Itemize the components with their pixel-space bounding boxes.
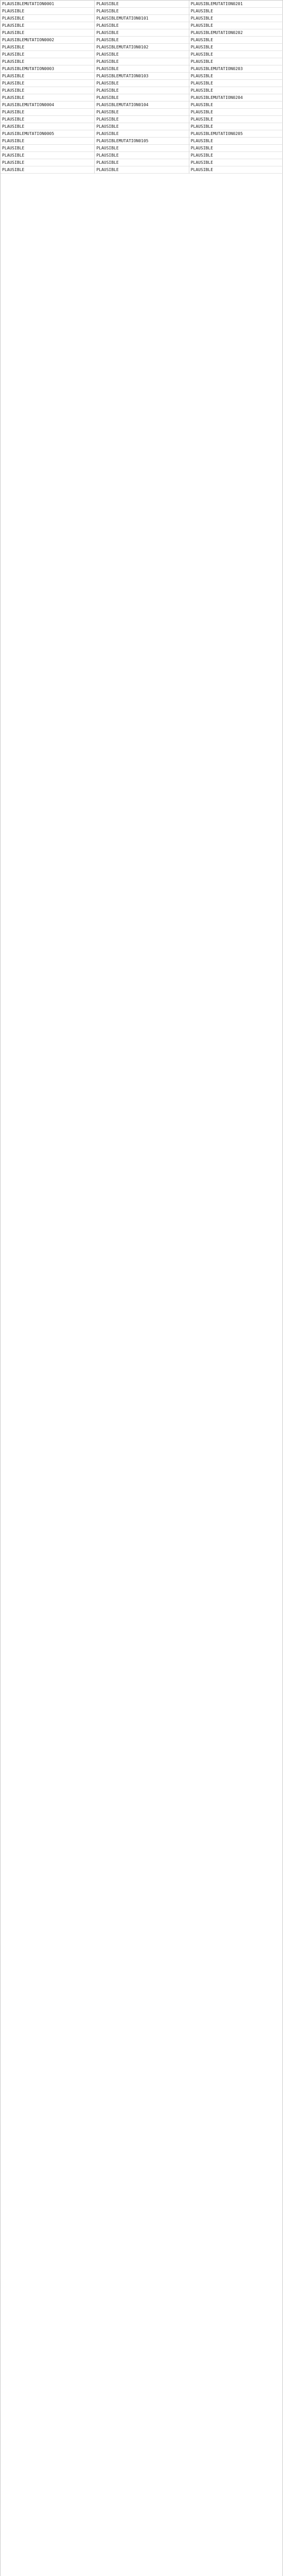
- column-3-entry: PLAUSIBLEMUTATION0201: [189, 1, 283, 8]
- column-2-entry: PLAUSIBLEMUTATION0104: [95, 101, 189, 109]
- column-1-entry: PLAUSIBLE: [1, 44, 95, 51]
- column-3-entry: PLAUSIBLE: [189, 44, 283, 51]
- column-1-entry: PLAUSIBLE: [1, 123, 95, 130]
- column-2-entry: PLAUSIBLE: [95, 37, 189, 44]
- column-1-entry: PLAUSIBLE: [1, 80, 95, 87]
- column-2-entry: PLAUSIBLE: [95, 166, 189, 174]
- column-2-entry: PLAUSIBLE: [95, 87, 189, 94]
- column-2-entry: PLAUSIBLE: [95, 159, 189, 166]
- column-3-entry: PLAUSIBLEMUTATION0203: [189, 65, 283, 73]
- column-3-entry: PLAUSIBLE: [189, 152, 283, 159]
- column-1-entry: PLAUSIBLEMUTATION0003: [1, 65, 95, 73]
- column-2-entry: PLAUSIBLEMUTATION0102: [95, 44, 189, 51]
- column-3-entry: PLAUSIBLE: [189, 73, 283, 80]
- column-3-entry: PLAUSIBLE: [189, 22, 283, 29]
- column-2-entry: PLAUSIBLE: [95, 8, 189, 15]
- column-1-entry: PLAUSIBLE: [1, 159, 95, 166]
- column-1-entry: PLAUSIBLE: [1, 73, 95, 80]
- column-2-entry: PLAUSIBLE: [95, 1, 189, 8]
- column-1-entry: PLAUSIBLE: [1, 94, 95, 101]
- column-1-entry: PLAUSIBLE: [1, 22, 95, 29]
- column-3-entry: PLAUSIBLE: [189, 51, 283, 58]
- column-3-entry: PLAUSIBLEMUTATION0202: [189, 29, 283, 37]
- column-1-entry: PLAUSIBLE: [1, 145, 95, 152]
- column-1-entry: PLAUSIBLE: [1, 166, 95, 174]
- column-1-entry: PLAUSIBLE: [1, 58, 95, 65]
- column-3-entry: PLAUSIBLE: [189, 15, 283, 22]
- column-1-entry: PLAUSIBLEMUTATION0002: [1, 37, 95, 44]
- column-1-entry: PLAUSIBLE: [1, 15, 95, 22]
- column-3-entry: PLAUSIBLE: [189, 101, 283, 109]
- column-1-entry: PLAUSIBLE: [1, 29, 95, 37]
- column-3-entry: PLAUSIBLE: [189, 123, 283, 130]
- entry-grid: [1, 1, 283, 174]
- column-3-entry: PLAUSIBLEMUTATION0204: [189, 94, 283, 101]
- column-2-entry: PLAUSIBLE: [95, 29, 189, 37]
- column-3-entry: PLAUSIBLE: [189, 166, 283, 174]
- column-3-entry: PLAUSIBLE: [189, 159, 283, 166]
- column-3-entry: PLAUSIBLE: [189, 80, 283, 87]
- column-1-entry: PLAUSIBLE: [1, 152, 95, 159]
- column-3-entry: PLAUSIBLE: [189, 58, 283, 65]
- column-3-entry: PLAUSIBLE: [189, 138, 283, 145]
- column-1-entry: PLAUSIBLE: [1, 116, 95, 123]
- column-2-entry: PLAUSIBLE: [95, 22, 189, 29]
- column-3-entry: PLAUSIBLE: [189, 87, 283, 94]
- column-2-entry: PLAUSIBLE: [95, 123, 189, 130]
- column-2-entry: PLAUSIBLE: [95, 109, 189, 116]
- column-3-entry: PLAUSIBLE: [189, 37, 283, 44]
- column-3-entry: PLAUSIBLE: [189, 116, 283, 123]
- column-2-entry: PLAUSIBLE: [95, 130, 189, 138]
- column-2-entry: PLAUSIBLEMUTATION0101: [95, 15, 189, 22]
- column-1-entry: PLAUSIBLEMUTATION0004: [1, 101, 95, 109]
- column-2-entry: PLAUSIBLE: [95, 152, 189, 159]
- column-2-entry: PLAUSIBLE: [95, 94, 189, 101]
- column-2-entry: PLAUSIBLE: [95, 65, 189, 73]
- column-2-entry: PLAUSIBLE: [95, 116, 189, 123]
- column-1-entry: PLAUSIBLE: [1, 51, 95, 58]
- column-1-entry: PLAUSIBLE: [1, 109, 95, 116]
- column-2-entry: PLAUSIBLEMUTATION0105: [95, 138, 189, 145]
- column-2-entry: PLAUSIBLEMUTATION0103: [95, 73, 189, 80]
- column-3-entry: PLAUSIBLE: [189, 109, 283, 116]
- column-2-entry: PLAUSIBLE: [95, 51, 189, 58]
- column-3-entry: PLAUSIBLE: [189, 145, 283, 152]
- column-2-entry: PLAUSIBLE: [95, 58, 189, 65]
- column-1-entry: PLAUSIBLE: [1, 138, 95, 145]
- column-1-entry: PLAUSIBLEMUTATION0001: [1, 1, 95, 8]
- column-1-entry: PLAUSIBLEMUTATION0005: [1, 130, 95, 138]
- column-2-entry: PLAUSIBLE: [95, 80, 189, 87]
- column-3-entry: PLAUSIBLE: [189, 8, 283, 15]
- column-2-entry: PLAUSIBLE: [95, 145, 189, 152]
- column-1-entry: PLAUSIBLE: [1, 87, 95, 94]
- column-3-entry: PLAUSIBLEMUTATION0205: [189, 130, 283, 138]
- column-1-entry: PLAUSIBLE: [1, 8, 95, 15]
